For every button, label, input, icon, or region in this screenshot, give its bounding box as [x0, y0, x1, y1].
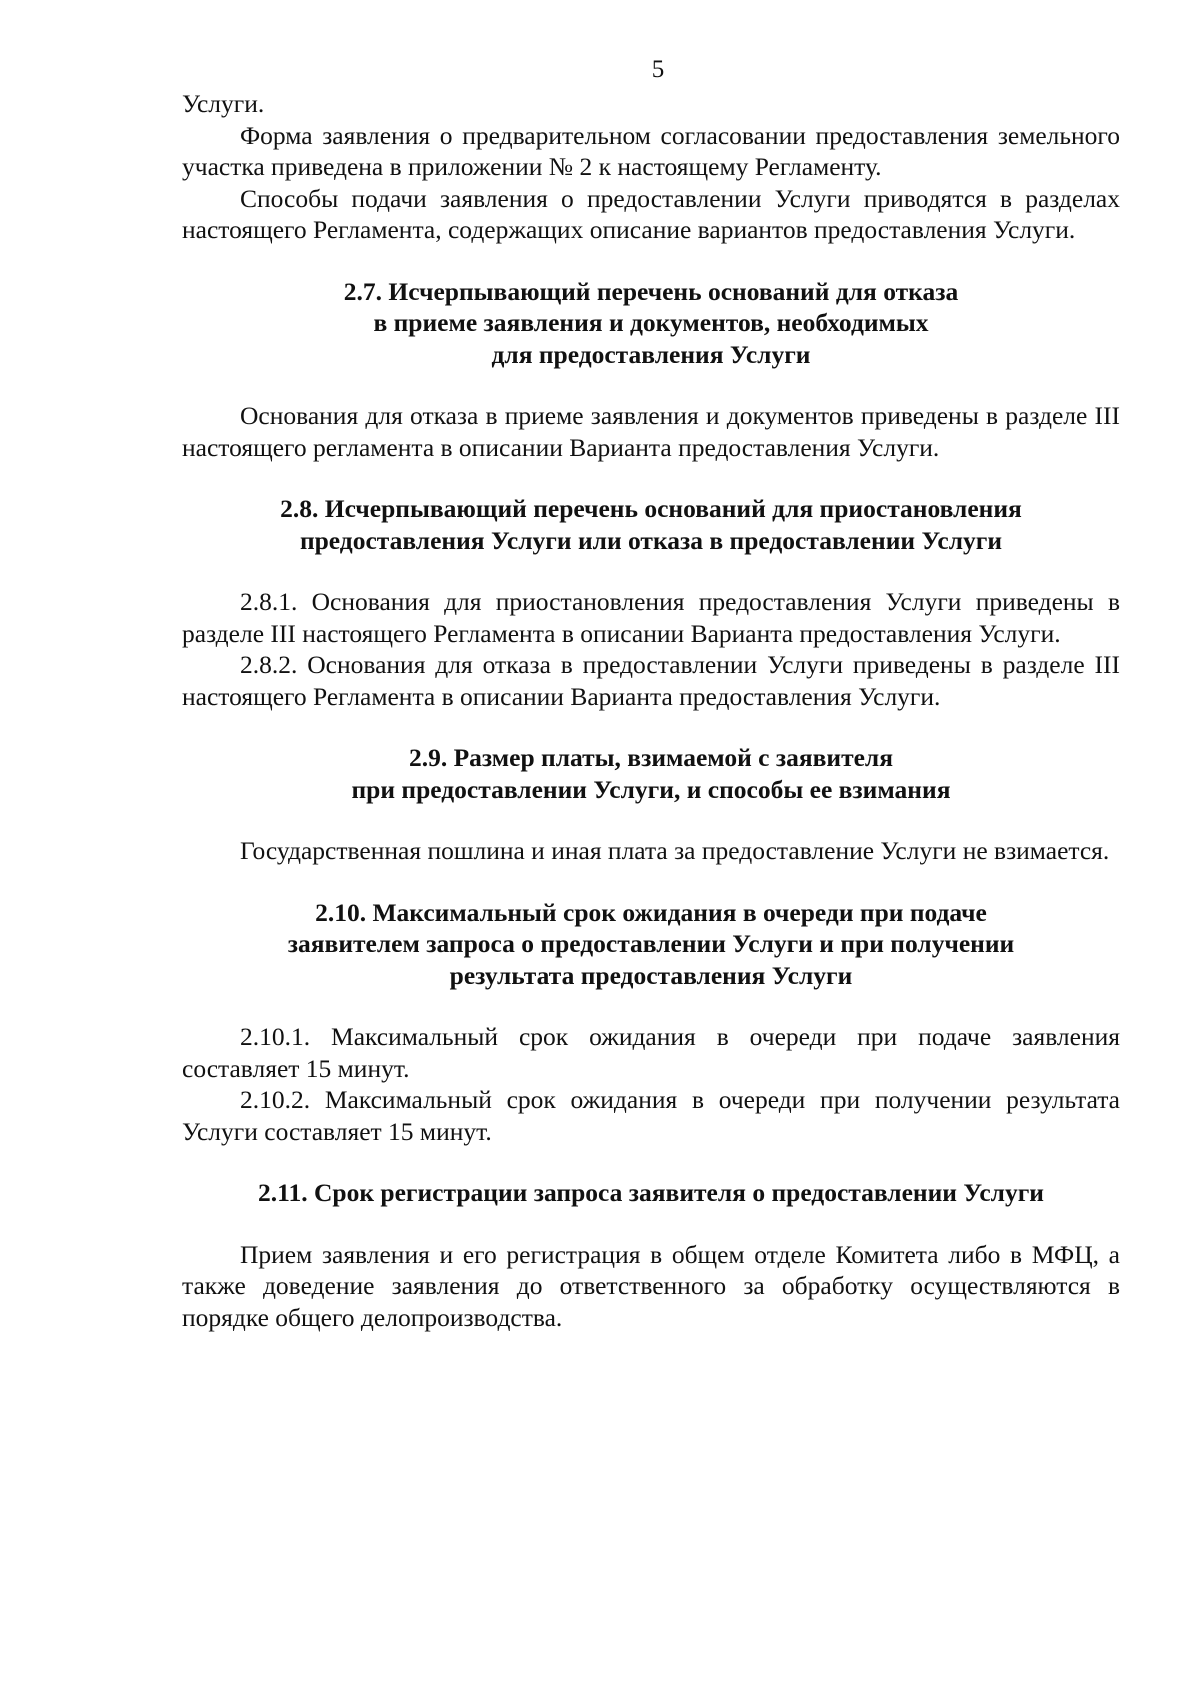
paragraph: Способы подачи заявления о предоставлении Услуги приводятся в разделах настоящего Регламента, содержащих описание вариантов предоставления Услуги. — [182, 183, 1120, 244]
section-heading — [182, 742, 1120, 805]
heading-line: предоставления Услуги или отказа в предоставлении Услуги — [299, 525, 1003, 555]
heading-line: заявителем запроса о предоставлении Услуги и при получении — [287, 929, 1015, 958]
heading-line: 2.9. Размер платы, взимаемой с заявителя — [408, 743, 894, 772]
document-body — [182, 88, 1120, 1333]
heading-line: 2.7. Исчерпывающий перечень оснований для отказа — [343, 276, 959, 306]
paragraph: Форма заявления о предварительном согласовании предоставления земельного участка приведена в приложении № 2 к настоящему Регламенту. — [182, 120, 1120, 181]
heading-line: при предоставлении Услуги, и способы ее взимания — [351, 774, 951, 804]
paragraph: 2.10.1. Максимальный срок ожидания в очереди при подаче заявления составляет 15 минут. — [182, 1022, 1120, 1083]
heading-line: для предоставления Услуги — [491, 339, 811, 369]
page-number: 5 — [651, 56, 665, 83]
paragraph: 2.10.2. Максимальный срок ожидания в очереди при получении результата Услуги составляет 15 минут. — [182, 1085, 1120, 1146]
paragraph: 2.8.2. Основания для отказа в предоставлении Услуги приведены в разделе III настоящего Регламента в описании Варианта предоставления Услуги. — [182, 650, 1120, 711]
heading-line: результата предоставления Услуги — [449, 960, 853, 990]
section-heading — [182, 493, 1120, 556]
heading-line: 2.10. Максимальный срок ожидания в очереди при подаче — [315, 897, 987, 927]
heading-line: 2.8. Исчерпывающий перечень оснований для приостановления — [280, 494, 1022, 523]
section-heading — [182, 897, 1120, 992]
section-heading — [182, 1177, 1120, 1209]
paragraph: Услуги. — [182, 89, 265, 118]
paragraph: Прием заявления и его регистрация в общем отделе Комитета либо в МФЦ, а также доведение заявления до ответственного за обработку осуществляются в порядке общего делопроизводства. — [182, 1239, 1120, 1332]
heading-line: в приеме заявления и документов, необходимых — [373, 308, 929, 337]
paragraph: Основания для отказа в приеме заявления и документов приведены в разделе III настоящего регламента в описании Варианта предоставления Услуги. — [182, 401, 1120, 462]
paragraph: 2.8.1. Основания для приостановления предоставления Услуги приведены в разделе III настоящего Регламента в описании Варианта предоставления Услуги. — [182, 587, 1120, 648]
paragraph: Государственная пошлина и иная плата за предоставление Услуги не взимается. — [240, 836, 1110, 865]
heading-line: 2.11. Срок регистрации запроса заявителя о предоставлении Услуги — [258, 1178, 1044, 1207]
section-heading — [182, 276, 1120, 371]
